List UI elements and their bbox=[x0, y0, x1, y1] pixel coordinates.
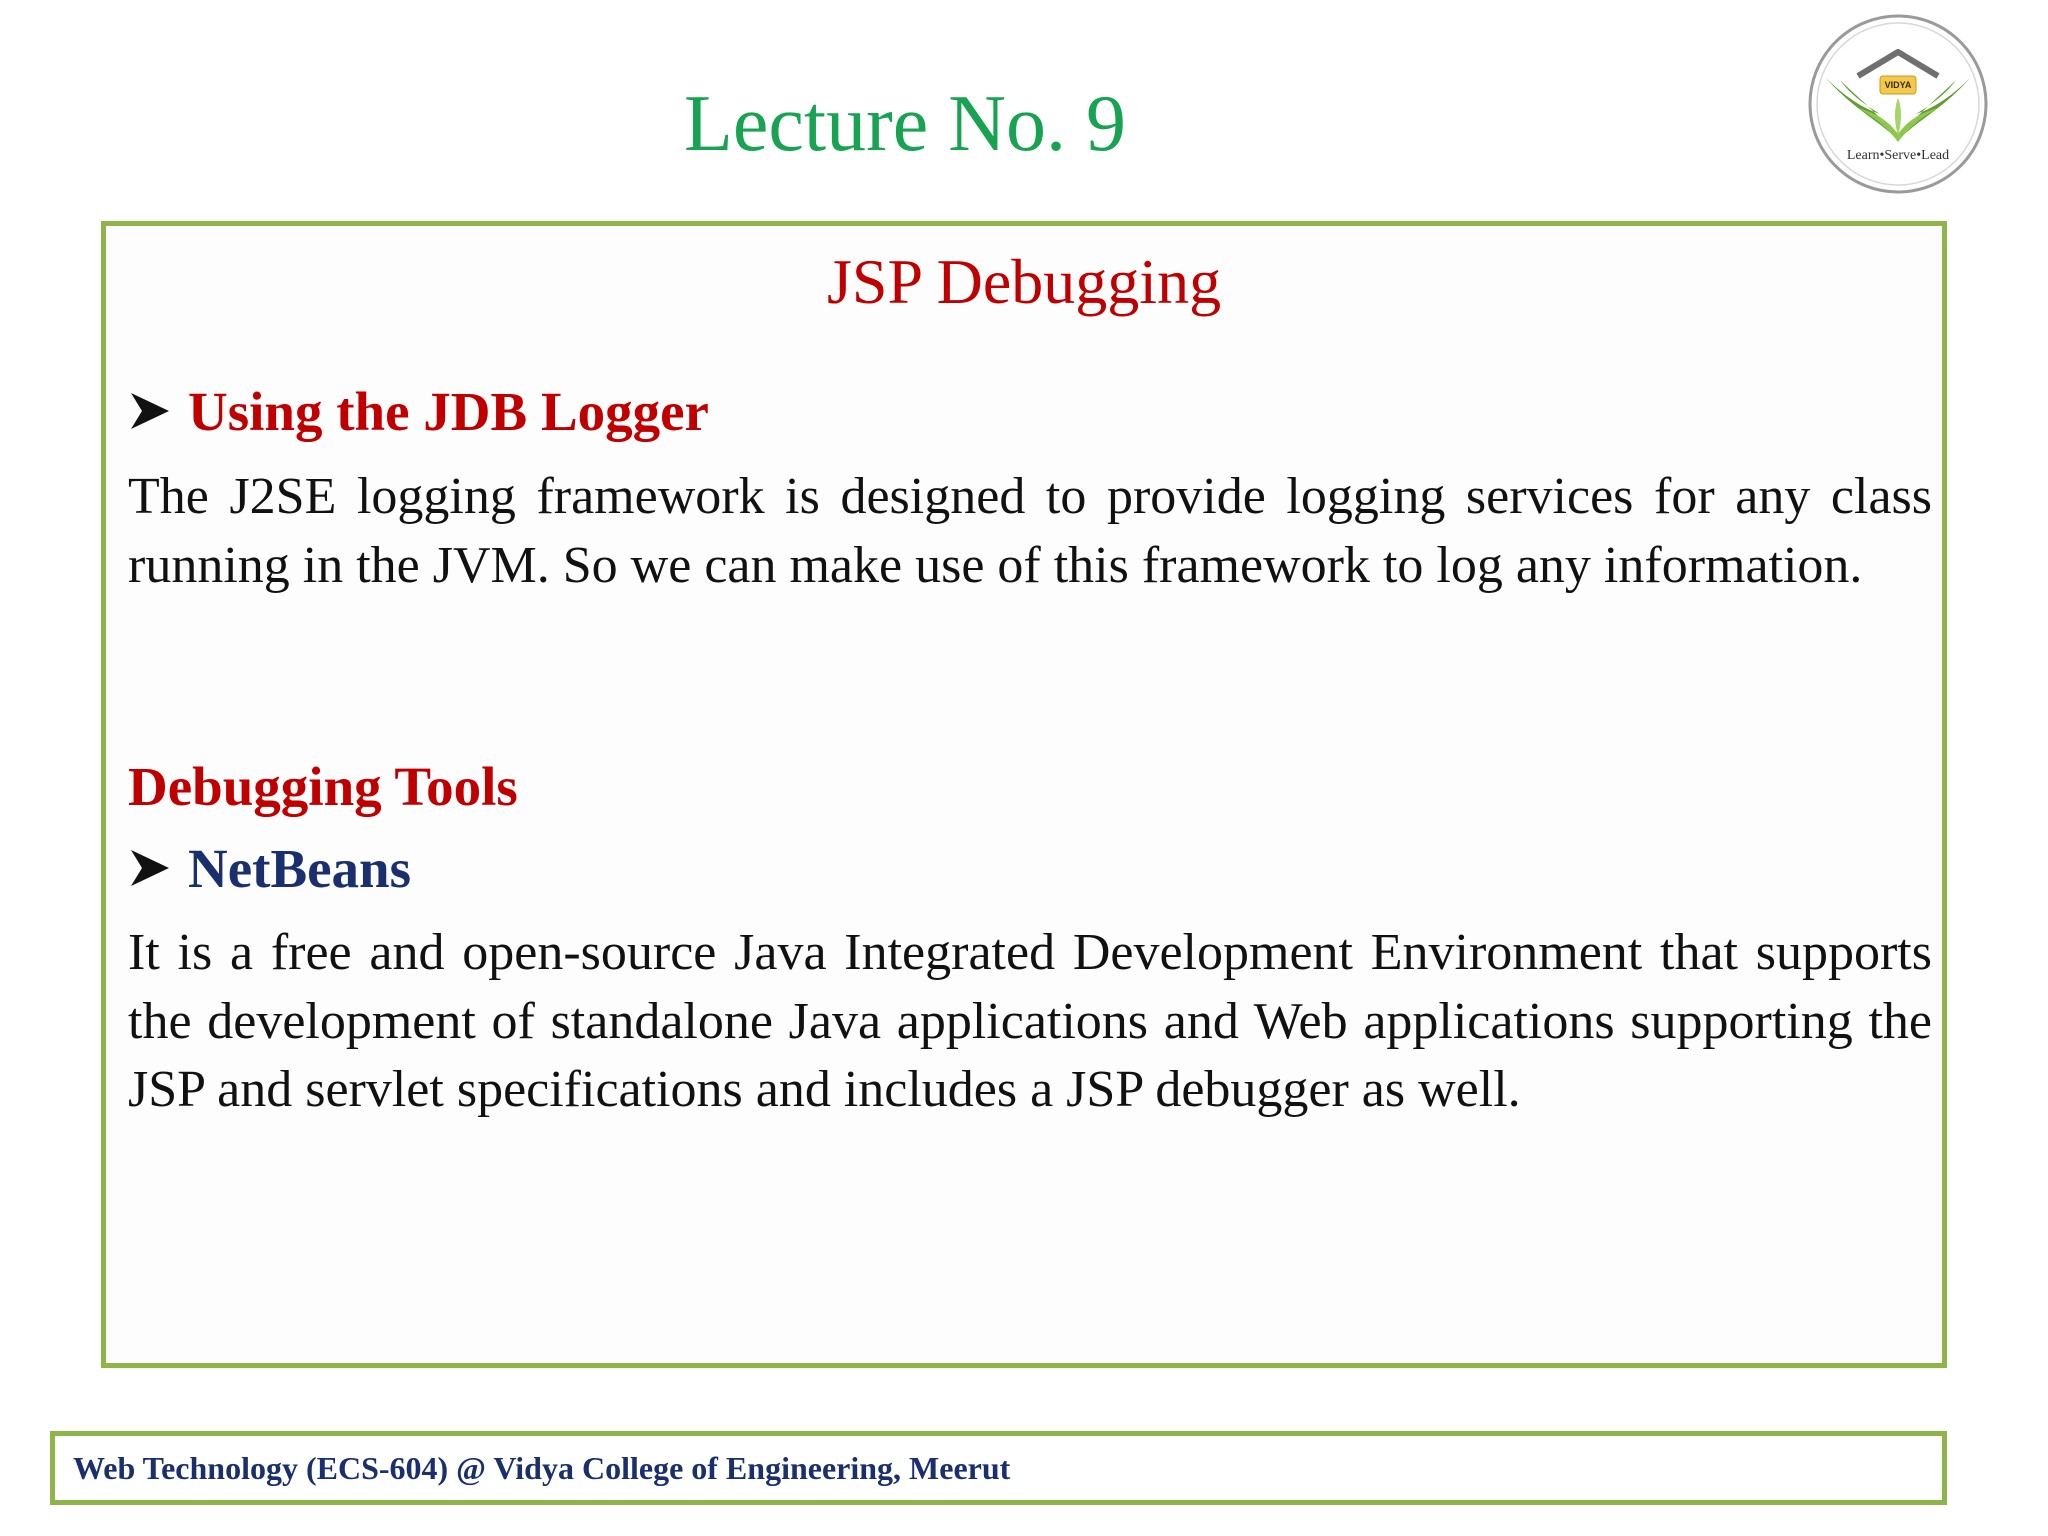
lecture-title: Lecture No. 9 bbox=[683, 80, 1127, 168]
slide-content-box bbox=[101, 221, 1947, 1368]
vidya-logo-emblem bbox=[1806, 12, 1990, 196]
footer-box bbox=[50, 1431, 1947, 1505]
arrow-bullet-icon bbox=[128, 389, 172, 433]
logo-tagline: Learn•Serve•Lead bbox=[1846, 148, 1950, 163]
bullet-heading-netbeans bbox=[128, 835, 411, 901]
bullet-heading-jdb-logger bbox=[128, 378, 709, 444]
arrow-bullet-icon bbox=[128, 846, 172, 890]
paragraph-netbeans: It is a free and open-source Java Integrated Development Environment that supports the development of standalone Java applications and Web applications supporting the JSP and servlet specifications and includes a JSP debugger as well. bbox=[128, 924, 1932, 1118]
logo-name: VIDYA bbox=[1884, 80, 1912, 90]
section-heading-debugging-tools: Debugging Tools bbox=[128, 756, 518, 817]
slide-heading: JSP Debugging bbox=[826, 246, 1222, 317]
paragraph-jdb-logger: The J2SE logging framework is designed to provide logging services for any class running in the JVM. So we can make use of this framework to log any information. bbox=[128, 468, 1932, 594]
footer-text: Web Technology (ECS-604) @ Vidya College of Engineering, Meerut bbox=[73, 1450, 1011, 1486]
vidya-logo bbox=[1806, 12, 1990, 196]
bullet-title: NetBeans bbox=[188, 837, 412, 899]
bullet-title: Using the JDB Logger bbox=[188, 380, 709, 442]
